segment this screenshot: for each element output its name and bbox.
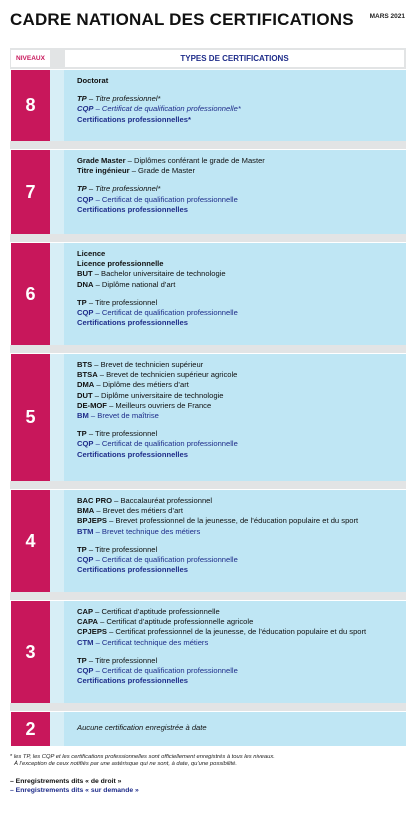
certification-description: – Titre professionnel	[86, 655, 158, 665]
certification-acronym: TP	[77, 184, 87, 194]
certification-acronym: CTM	[77, 637, 94, 647]
certification-group	[77, 360, 398, 421]
certification-item	[77, 516, 398, 526]
row-separator	[10, 234, 406, 242]
certification-description: – Brevet technique des métiers	[93, 526, 201, 536]
certification-group	[77, 429, 398, 460]
certification-item	[77, 627, 398, 637]
certification-description: – Titre professionnel	[86, 544, 158, 554]
row-separator	[10, 481, 406, 489]
certification-item	[77, 184, 398, 194]
certification-group	[77, 76, 398, 86]
certification-item	[77, 638, 398, 648]
certification-item	[77, 617, 398, 627]
certification-acronym: DE-MOF	[77, 400, 107, 410]
level-spacer	[50, 712, 64, 746]
certification-item	[77, 555, 398, 565]
certification-acronym: Certifications professionnelles	[77, 318, 188, 328]
level-row-7	[10, 150, 406, 234]
certification-acronym: TP	[77, 544, 87, 554]
footnote-line-1: les TP, les CQP et les certifications professionnelles sont officiellement enregistrés à tous les niveaux.	[12, 754, 275, 760]
certification-list	[64, 150, 406, 234]
legend-de-droit: – Enregistrements dits « de droit »	[10, 778, 122, 785]
certification-description: – Brevet professionnel de la jeunesse, de l’éducation populaire et du sport	[106, 516, 359, 526]
certification-acronym: BPJEPS	[77, 516, 107, 526]
certification-acronym: CQP	[77, 666, 94, 676]
certification-item	[77, 666, 398, 676]
certification-description: – Certificat de qualification professionnelle*	[93, 104, 241, 114]
certification-item	[77, 308, 398, 318]
certification-description: – Diplômes conférant le grade de Master	[125, 156, 265, 165]
certification-list	[64, 490, 406, 592]
certification-acronym: Titre ingénieur	[77, 166, 130, 176]
level-spacer	[50, 243, 64, 345]
certification-item	[77, 607, 398, 617]
certification-acronym: TP	[77, 94, 87, 104]
certification-list	[64, 243, 406, 345]
certification-description: – Certificat d’aptitude professionnelle	[93, 607, 220, 616]
row-separator	[10, 703, 406, 711]
certification-description: – Certificat de qualification professionnelle	[93, 555, 238, 565]
certification-group	[77, 298, 398, 329]
certification-item	[77, 259, 398, 269]
certification-description: – Titre professionnel	[86, 297, 158, 307]
certification-item	[77, 656, 398, 666]
certification-item	[77, 280, 398, 290]
level-row-2	[10, 712, 406, 746]
certification-group	[77, 656, 398, 687]
certification-item	[77, 450, 398, 460]
certification-acronym: CQP	[77, 439, 94, 449]
certification-acronym: CQP	[77, 104, 94, 114]
certification-description: – Diplôme national d’art	[93, 279, 176, 289]
certification-group	[77, 94, 398, 125]
certification-item	[77, 439, 398, 449]
certification-description: – Certificat de qualification professionnelle	[93, 308, 238, 318]
certification-acronym: Doctorat	[77, 76, 109, 85]
certification-item	[77, 370, 398, 380]
certification-item	[77, 360, 398, 370]
certification-acronym: CQP	[77, 555, 94, 565]
certification-list	[64, 354, 406, 481]
certification-item	[77, 391, 398, 401]
certification-acronym: CQP	[77, 308, 94, 318]
certification-description: – Certificat de qualification professionnelle	[93, 194, 238, 204]
row-separator	[10, 345, 406, 353]
column-header-types: TYPES DE CERTIFICATIONS	[65, 50, 404, 67]
certification-item	[77, 380, 398, 390]
certification-acronym: BMA	[77, 506, 95, 516]
certification-acronym: BM	[77, 411, 89, 421]
certification-group	[77, 723, 398, 733]
certification-description: – Titre professionnel	[86, 429, 158, 439]
column-header-niveaux: NIVEAUX	[11, 50, 50, 67]
certification-item	[77, 76, 398, 86]
certification-acronym: Licence professionnelle	[77, 259, 164, 269]
certification-acronym: CAPA	[77, 617, 98, 627]
certification-acronym: BAC PRO	[77, 496, 113, 505]
certification-group	[77, 545, 398, 576]
certification-item	[77, 527, 398, 537]
footnote-line-2: À l’exception de ceux notifiés par une astérisque qui ne sont, à date, qu’une possibilité.	[14, 761, 238, 768]
certification-description: – Meilleurs ouvriers de France	[106, 400, 212, 410]
certification-group	[77, 249, 398, 290]
certification-item	[77, 318, 398, 328]
certification-item	[77, 496, 398, 506]
certification-item	[77, 298, 398, 308]
certification-item	[77, 156, 398, 166]
certification-description: – Titre professionnel*	[86, 184, 161, 194]
certification-acronym: Licence	[77, 249, 106, 258]
certification-item	[77, 205, 398, 215]
certification-list	[64, 712, 406, 746]
certification-description: Aucune certification enregistrée à date	[77, 723, 207, 732]
certification-description: – Grade de Master	[129, 166, 196, 176]
certification-group	[77, 496, 398, 537]
page-title: CADRE NATIONAL DES CERTIFICATIONS	[10, 10, 354, 29]
certification-description: – Diplôme universitaire de technologie	[92, 390, 224, 400]
certification-list	[64, 70, 406, 141]
certification-item	[77, 565, 398, 575]
certification-description: – Titre professionnel*	[86, 94, 161, 104]
certification-acronym: CQP	[77, 194, 94, 204]
level-spacer	[50, 354, 64, 481]
certification-acronym: Certifications professionnelles	[77, 204, 188, 214]
level-spacer	[50, 70, 64, 141]
level-row-5	[10, 354, 406, 481]
certification-acronym: TP	[77, 655, 87, 665]
certification-item	[77, 506, 398, 516]
level-number: 5	[11, 354, 50, 481]
certification-acronym: DNA	[77, 279, 94, 289]
certification-item	[77, 249, 398, 259]
certification-description: – Brevet de technicien supérieur	[92, 360, 204, 369]
certification-acronym: CPJEPS	[77, 627, 107, 637]
certification-list	[64, 601, 406, 703]
certification-acronym: TP	[77, 297, 87, 307]
level-number: 8	[11, 70, 50, 141]
row-separator	[10, 592, 406, 600]
level-row-4	[10, 490, 406, 592]
certification-description: – Brevet des métiers d’art	[94, 506, 183, 516]
level-number: 2	[11, 712, 50, 746]
certification-acronym: BTS	[77, 360, 93, 369]
certification-acronym: BTM	[77, 526, 94, 536]
certification-group	[77, 184, 398, 215]
legend	[10, 778, 139, 795]
certification-acronym: Certifications professionnelles	[77, 565, 188, 575]
footnote-asterisk: *	[10, 754, 13, 760]
certification-item	[77, 411, 398, 421]
certification-acronym: TP	[77, 429, 87, 439]
certification-description: – Diplôme des métiers d’art	[94, 380, 189, 390]
certification-acronym: DUT	[77, 390, 93, 400]
certification-description: – Certificat de qualification professionnelle	[93, 439, 238, 449]
certification-item	[77, 429, 398, 439]
level-row-3	[10, 601, 406, 703]
certification-acronym: DMA	[77, 380, 95, 390]
certification-group	[77, 156, 398, 176]
certification-acronym: Certifications professionnelles	[77, 449, 188, 459]
certification-acronym: BTSA	[77, 370, 98, 380]
certification-item	[77, 115, 398, 125]
certification-item	[77, 676, 398, 686]
certification-description: – Baccalauréat professionnel	[112, 496, 213, 505]
level-spacer	[50, 601, 64, 703]
certification-acronym: Grade Master	[77, 156, 126, 165]
certification-item	[77, 545, 398, 555]
certification-item	[77, 104, 398, 114]
level-row-6	[10, 243, 406, 345]
certification-item	[77, 723, 398, 733]
certification-description: – Certificat professionnel de la jeunesse, de l’éducation populaire et du sport	[106, 627, 367, 637]
level-spacer	[50, 490, 64, 592]
level-number: 4	[11, 490, 50, 592]
certification-description: – Brevet de technicien supérieur agricole	[97, 370, 238, 380]
certification-acronym: CAP	[77, 607, 94, 616]
level-number: 3	[11, 601, 50, 703]
certification-item	[77, 269, 398, 279]
certification-item	[77, 401, 398, 411]
certification-group	[77, 607, 398, 648]
certification-acronym: BUT	[77, 269, 93, 279]
legend-sur-demande: – Enregistrements dits « sur demande »	[10, 786, 139, 794]
certification-acronym: Certifications professionnelles	[77, 676, 188, 686]
footnote	[10, 754, 275, 768]
certification-acronym: Certifications professionnelles*	[77, 114, 191, 124]
certification-item	[77, 166, 398, 176]
certification-description: – Certificat de qualification professionnelle	[93, 666, 238, 676]
certification-description: – Bachelor universitaire de technologie	[92, 269, 226, 279]
certification-description: – Brevet de maîtrise	[88, 411, 159, 421]
level-number: 7	[11, 150, 50, 234]
level-number: 6	[11, 243, 50, 345]
certification-description: – Certificat technique des métiers	[93, 637, 209, 647]
row-separator	[10, 141, 406, 149]
level-spacer	[50, 150, 64, 234]
certification-item	[77, 195, 398, 205]
certification-item	[77, 94, 398, 104]
publication-date: MARS 2021	[369, 13, 405, 20]
level-row-8	[10, 70, 406, 141]
certification-description: – Certificat d’aptitude professionnelle agricole	[97, 617, 254, 627]
